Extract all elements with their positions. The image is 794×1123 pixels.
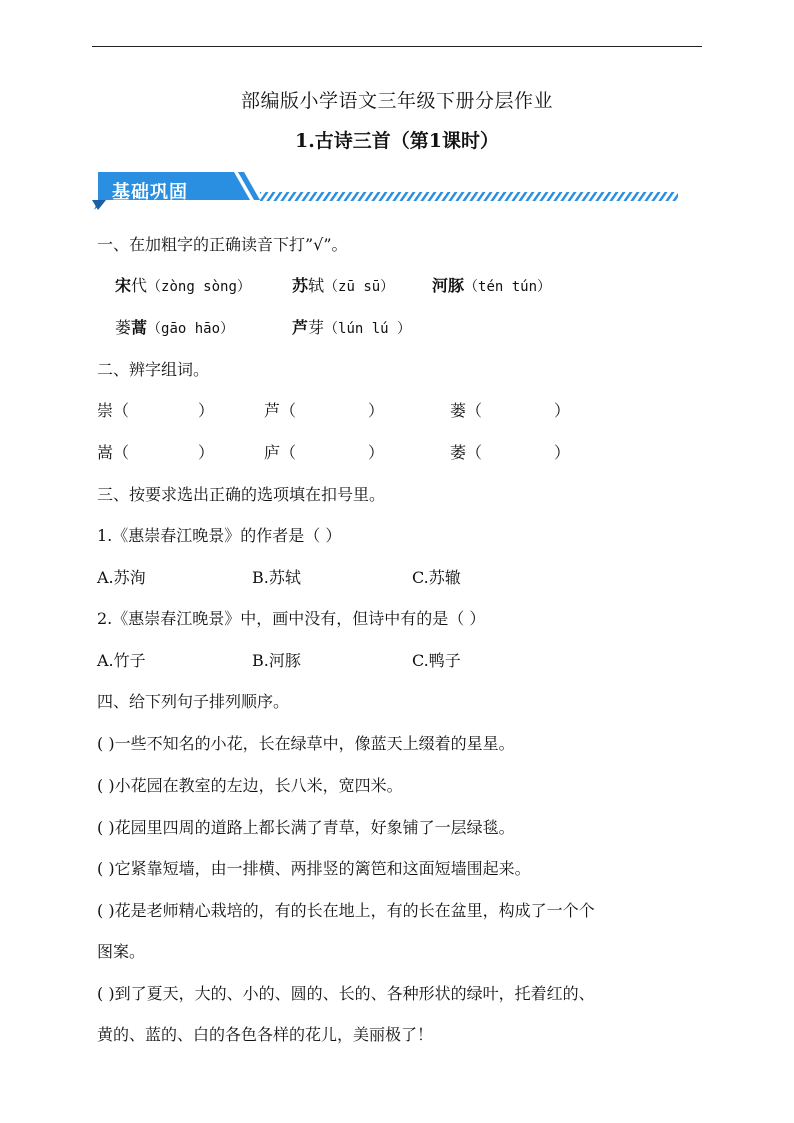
q1-prompt: 一、在加粗字的正确读音下打”√”。	[97, 235, 348, 254]
q2-cell: ）	[368, 401, 385, 420]
q1-item-1: 宋代（zòng sòng）	[115, 276, 251, 295]
q2-cell: 崇（	[97, 401, 130, 420]
q4-sentence: ( )小花园在教室的左边，长八米，宽四米。	[97, 776, 403, 795]
q3-option: A.竹子	[97, 651, 146, 670]
banner-label: 基础巩固	[112, 182, 188, 203]
q2-prompt: 二、辨字组词。	[97, 360, 210, 379]
q3-option: C.鸭子	[412, 651, 461, 670]
q2-cell: 芦（	[264, 401, 297, 420]
q3-question-2: 2.《惠崇春江晚景》中，画中没有，但诗中有的是（ ）	[97, 609, 486, 628]
q3-prompt: 三、按要求选出正确的选项填在扣号里。	[97, 485, 386, 504]
q4-sentence-cont: 图案。	[97, 942, 146, 961]
q3-option: B.苏轼	[252, 568, 301, 587]
q1-item-5: 芦芽（lún lú ）	[292, 318, 412, 337]
q4-sentence-cont: 黄的、蓝的、白的各色各样的花儿，美丽极了！	[97, 1025, 434, 1044]
q2-cell: 萎（	[450, 443, 483, 462]
q2-cell: ）	[554, 401, 571, 420]
q3-option: B.河豚	[252, 651, 301, 670]
q1-item-2: 苏轼（zū sū）	[292, 276, 395, 295]
q3-option: C.苏辙	[412, 568, 461, 587]
q3-question-1: 1.《惠崇春江晚景》的作者是（ ）	[97, 526, 342, 545]
q2-cell: 蒌（	[450, 401, 483, 420]
doc-title: 部编版小学语文三年级下册分层作业	[240, 90, 553, 112]
section-banner	[92, 170, 678, 212]
q2-cell: 庐（	[264, 443, 297, 462]
q4-sentence: ( )它紧靠短墙，由一排横、两排竖的篱笆和这面短墙围起来。	[97, 859, 531, 878]
q2-cell: ）	[198, 443, 215, 462]
q2-cell: 嵩（	[97, 443, 130, 462]
q4-sentence: ( )花园里四周的道路上都长满了青草，好象铺了一层绿毯。	[97, 818, 515, 837]
q2-cell: ）	[554, 443, 571, 462]
q1-item-3: 河豚（tén tún）	[432, 276, 552, 295]
q2-cell: ）	[198, 401, 215, 420]
q2-cell: ）	[368, 443, 385, 462]
q3-option: A.苏洵	[97, 568, 146, 587]
lesson-title: 1.古诗三首（第1课时）	[294, 130, 500, 152]
header-rule	[92, 46, 702, 47]
q4-sentence: ( )花是老师精心栽培的，有的长在地上，有的长在盆里，构成了一个个	[97, 901, 595, 920]
q4-prompt: 四、给下列句子排列顺序。	[97, 692, 290, 711]
q1-item-4: 蒌蒿（gāo hāo）	[115, 318, 235, 337]
q4-sentence: ( )到了夏天，大的、小的、圆的、长的、各种形状的绿叶，托着红的、	[97, 984, 595, 1003]
q4-sentence: ( )一些不知名的小花，长在绿草中，像蓝天上缀着的星星。	[97, 734, 515, 753]
